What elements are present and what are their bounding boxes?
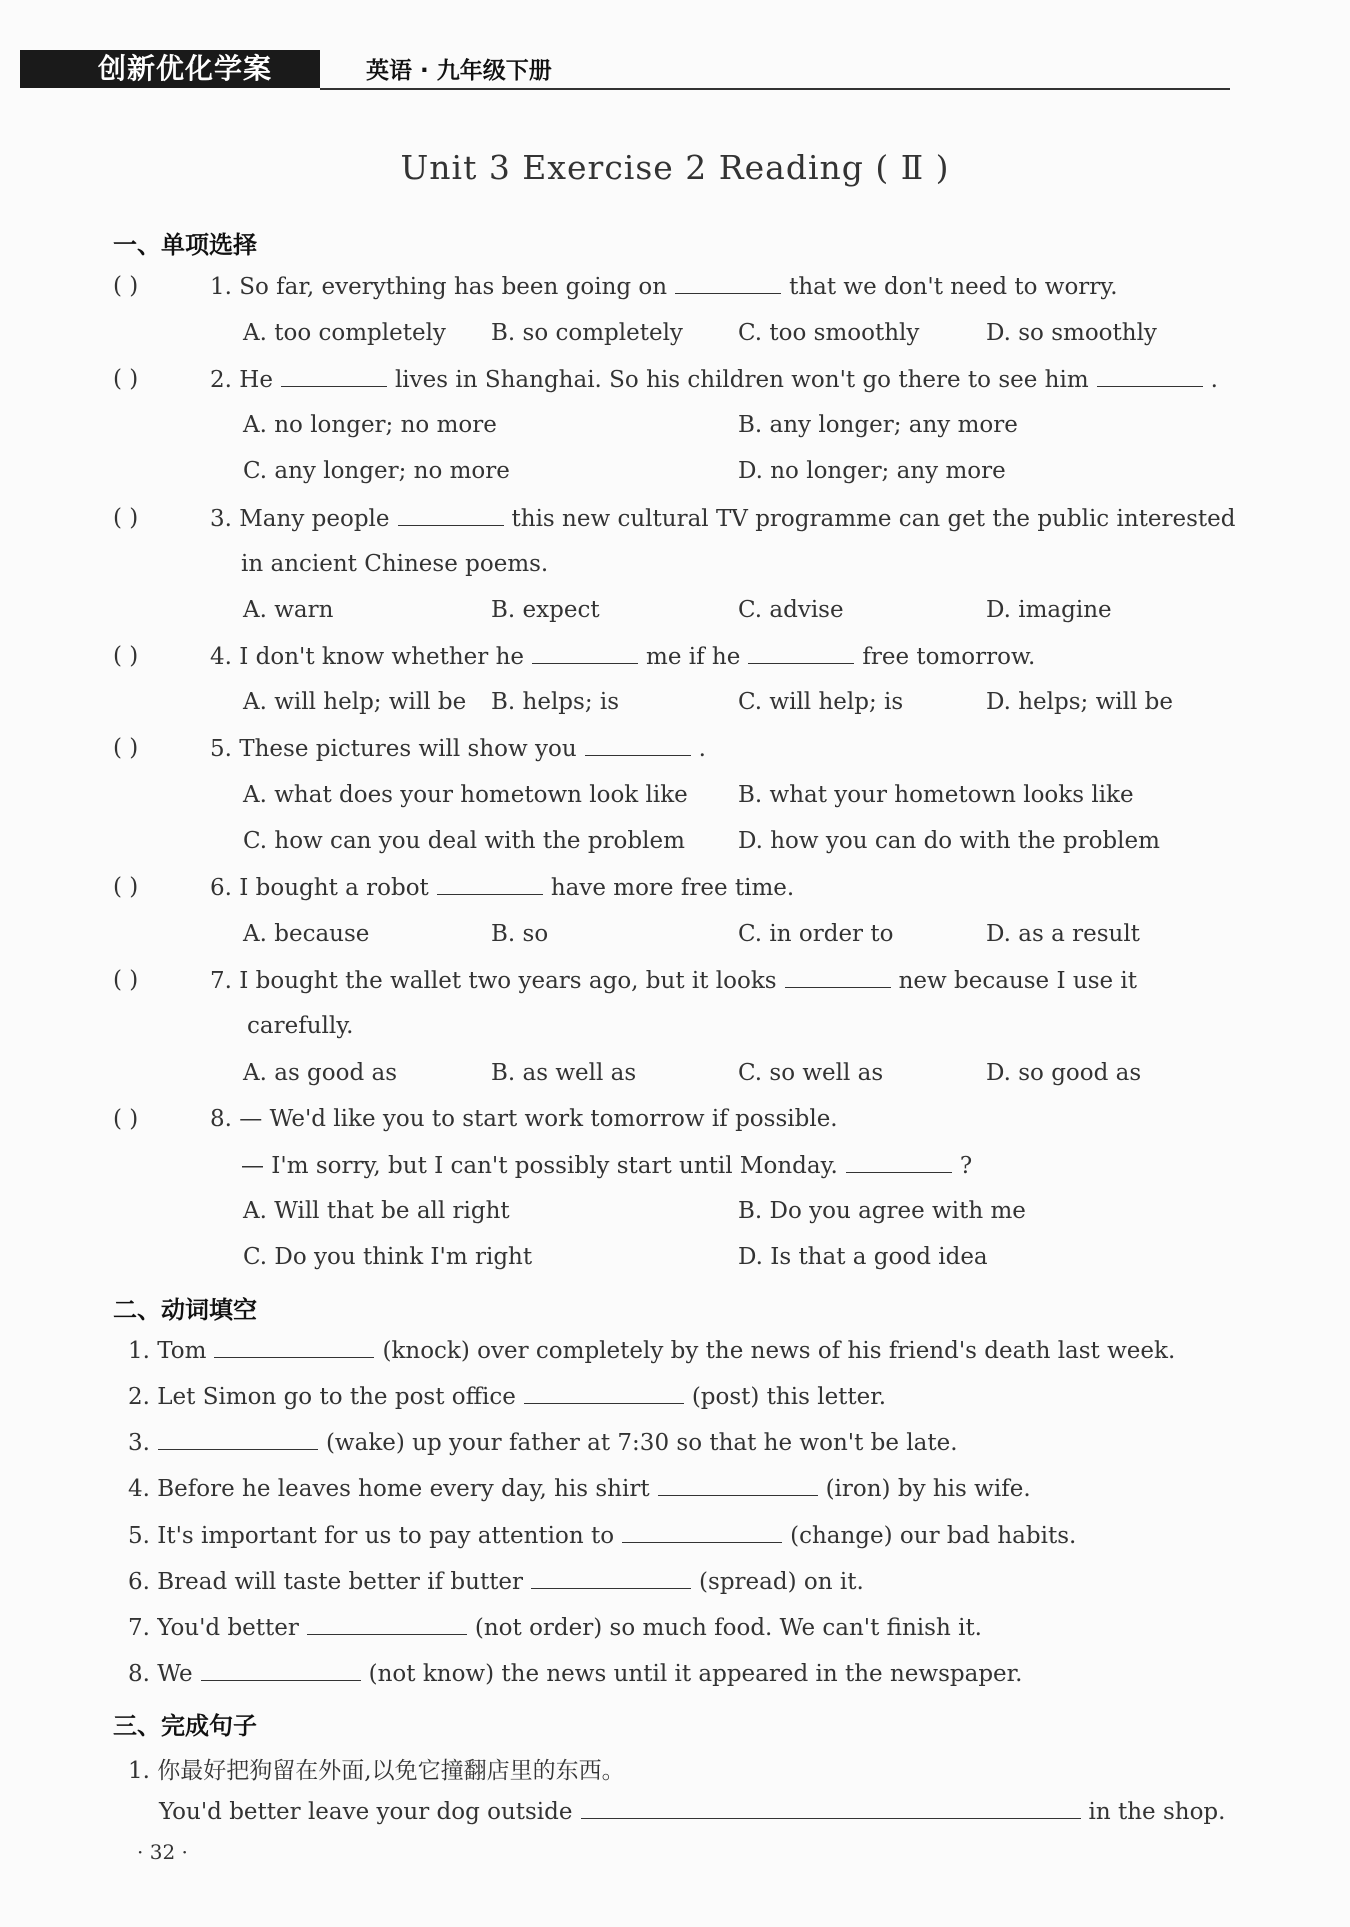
answer-blank[interactable] <box>785 967 891 988</box>
answer-bracket[interactable]: ( ) <box>113 735 139 761</box>
answer-blank[interactable] <box>201 1660 361 1681</box>
item-text: 1. Tom <box>128 1338 207 1364</box>
question-text: 7. I bought the wallet two years ago, but it looks <box>210 968 777 994</box>
punctuation: . <box>698 736 706 762</box>
verb-item-1 <box>128 1337 1175 1364</box>
question-8: 8. — We'd like you to start work tomorrow if possible. <box>210 1106 838 1132</box>
answer-blank[interactable] <box>532 643 638 664</box>
verb-item-5 <box>128 1522 1076 1549</box>
item-text: 2. Let Simon go to the post office <box>128 1384 516 1410</box>
option-a: A. warn <box>243 597 334 623</box>
option-d: D. so good as <box>986 1060 1142 1086</box>
option-a: A. too completely <box>243 320 446 346</box>
brand-logo: 创新优化学案 <box>20 50 320 88</box>
chinese-prompt: 1. 你最好把狗留在外面,以免它撞翻店里的东西。 <box>128 1758 625 1784</box>
question-text: 2. He <box>210 367 273 393</box>
option-b: B. any longer; any more <box>738 412 1018 438</box>
answer-blank[interactable] <box>531 1568 691 1589</box>
punctuation: ? <box>959 1153 973 1179</box>
option-a: A. will help; will be <box>243 689 467 715</box>
option-a: A. because <box>243 921 370 947</box>
question-2 <box>210 366 1218 393</box>
answer-blank[interactable] <box>1097 366 1203 387</box>
verb-item-7 <box>128 1614 982 1641</box>
question-text: new because I use it <box>898 968 1138 994</box>
option-c: C. advise <box>738 597 844 623</box>
question-text: have more free time. <box>550 875 795 901</box>
option-c: C. any longer; no more <box>243 458 510 484</box>
option-b: B. as well as <box>491 1060 637 1086</box>
question-1 <box>210 273 1118 300</box>
answer-blank[interactable] <box>281 366 387 387</box>
answer-blank[interactable] <box>748 643 854 664</box>
option-a: A. what does your hometown look like <box>243 782 688 808</box>
item-text: (not order) so much food. We can't finish it. <box>474 1615 982 1641</box>
section-heading-multiple-choice: 一、单项选择 <box>113 231 257 259</box>
item-text: (iron) by his wife. <box>825 1476 1031 1502</box>
answer-blank[interactable] <box>437 874 543 895</box>
option-c: C. too smoothly <box>738 320 920 346</box>
punctuation: . <box>1210 367 1218 393</box>
item-text: 5. It's important for us to pay attention to <box>128 1523 615 1549</box>
option-c: C. so well as <box>738 1060 884 1086</box>
option-b: B. so <box>491 921 549 947</box>
option-d: D. how you can do with the problem <box>738 828 1160 854</box>
item-text: (knock) over completely by the news of his friend's death last week. <box>382 1338 1176 1364</box>
question-3 <box>210 505 1236 532</box>
verb-item-8 <box>128 1660 1022 1687</box>
item-text: (wake) up your father at 7:30 so that he won't be late. <box>325 1430 958 1456</box>
question-text: 6. I bought a robot <box>210 875 429 901</box>
subject-label: 英语 · 九年级下册 <box>366 58 552 84</box>
header-divider <box>320 88 1230 90</box>
item-text: 3. <box>128 1430 150 1456</box>
item-text: 4. Before he leaves home every day, his shirt <box>128 1476 650 1502</box>
verb-item-3 <box>128 1429 958 1456</box>
option-c: C. will help; is <box>738 689 904 715</box>
question-text: — I'm sorry, but I can't possibly start until Monday. <box>241 1153 838 1179</box>
answer-blank[interactable] <box>158 1429 318 1450</box>
question-3-continued: in ancient Chinese poems. <box>241 551 549 577</box>
question-text: 4. I don't know whether he <box>210 644 525 670</box>
question-4 <box>210 643 1035 670</box>
answer-bracket[interactable]: ( ) <box>113 273 139 299</box>
answer-blank[interactable] <box>658 1475 818 1496</box>
answer-blank[interactable] <box>581 1798 1081 1819</box>
question-text: me if he <box>646 644 741 670</box>
question-text: lives in Shanghai. So his children won't go there to see him <box>394 367 1089 393</box>
item-text: 6. Bread will taste better if butter <box>128 1569 524 1595</box>
answer-bracket[interactable]: ( ) <box>113 366 139 392</box>
sentence-item-1 <box>159 1798 1225 1825</box>
answer-bracket[interactable]: ( ) <box>113 505 139 531</box>
answer-bracket[interactable]: ( ) <box>113 1106 139 1132</box>
item-text: in the shop. <box>1088 1799 1226 1825</box>
item-text: You'd better leave your dog outside <box>159 1799 573 1825</box>
option-b: B. so completely <box>491 320 683 346</box>
question-text: 5. These pictures will show you <box>210 736 577 762</box>
answer-blank[interactable] <box>398 505 504 526</box>
answer-bracket[interactable]: ( ) <box>113 643 139 669</box>
question-text: that we don't need to worry. <box>789 274 1118 300</box>
answer-blank[interactable] <box>585 735 691 756</box>
question-7 <box>210 967 1137 994</box>
answer-blank[interactable] <box>846 1152 952 1173</box>
verb-item-6 <box>128 1568 864 1595</box>
item-text: 7. You'd better <box>128 1615 299 1641</box>
option-d: D. no longer; any more <box>738 458 1006 484</box>
option-b: B. expect <box>491 597 600 623</box>
item-text: (post) this letter. <box>691 1384 887 1410</box>
verb-item-2 <box>128 1383 886 1410</box>
option-d: D. imagine <box>986 597 1112 623</box>
answer-blank[interactable] <box>622 1522 782 1543</box>
question-5 <box>210 735 706 762</box>
option-d: D. helps; will be <box>986 689 1174 715</box>
option-b: B. Do you agree with me <box>738 1198 1026 1224</box>
item-text: (spread) on it. <box>699 1569 864 1595</box>
option-b: B. what your hometown looks like <box>738 782 1134 808</box>
answer-bracket[interactable]: ( ) <box>113 874 139 900</box>
answer-blank[interactable] <box>307 1614 467 1635</box>
question-text: 1. So far, everything has been going on <box>210 274 668 300</box>
answer-blank[interactable] <box>524 1383 684 1404</box>
question-7-continued: carefully. <box>247 1013 354 1039</box>
page-number: · 32 · <box>137 1840 188 1864</box>
answer-blank[interactable] <box>675 273 781 294</box>
option-a: A. no longer; no more <box>243 412 497 438</box>
item-text: 8. We <box>128 1661 193 1687</box>
option-c: C. in order to <box>738 921 894 947</box>
option-c: C. Do you think I'm right <box>243 1244 533 1270</box>
answer-blank[interactable] <box>214 1337 374 1358</box>
option-a: A. as good as <box>243 1060 398 1086</box>
section-heading-verb-fill: 二、动词填空 <box>113 1296 257 1324</box>
page-header <box>0 0 1350 110</box>
question-text: free tomorrow. <box>862 644 1036 670</box>
verb-item-4 <box>128 1475 1031 1502</box>
question-text: 3. Many people <box>210 506 390 532</box>
answer-bracket[interactable]: ( ) <box>113 967 139 993</box>
question-6 <box>210 874 794 901</box>
item-text: (not know) the news until it appeared in the newspaper. <box>368 1661 1023 1687</box>
question-8-reply <box>241 1152 972 1179</box>
option-d: D. as a result <box>986 921 1140 947</box>
section-heading-complete-sentences: 三、完成句子 <box>113 1712 257 1740</box>
option-c: C. how can you deal with the problem <box>243 828 685 854</box>
item-text: (change) our bad habits. <box>790 1523 1077 1549</box>
option-d: D. so smoothly <box>986 320 1157 346</box>
option-d: D. Is that a good idea <box>738 1244 988 1270</box>
page-title: Unit 3 Exercise 2 Reading ( Ⅱ ) <box>400 148 950 187</box>
option-a: A. Will that be all right <box>243 1198 510 1224</box>
option-b: B. helps; is <box>491 689 620 715</box>
question-text: this new cultural TV programme can get the public interested <box>511 506 1236 532</box>
